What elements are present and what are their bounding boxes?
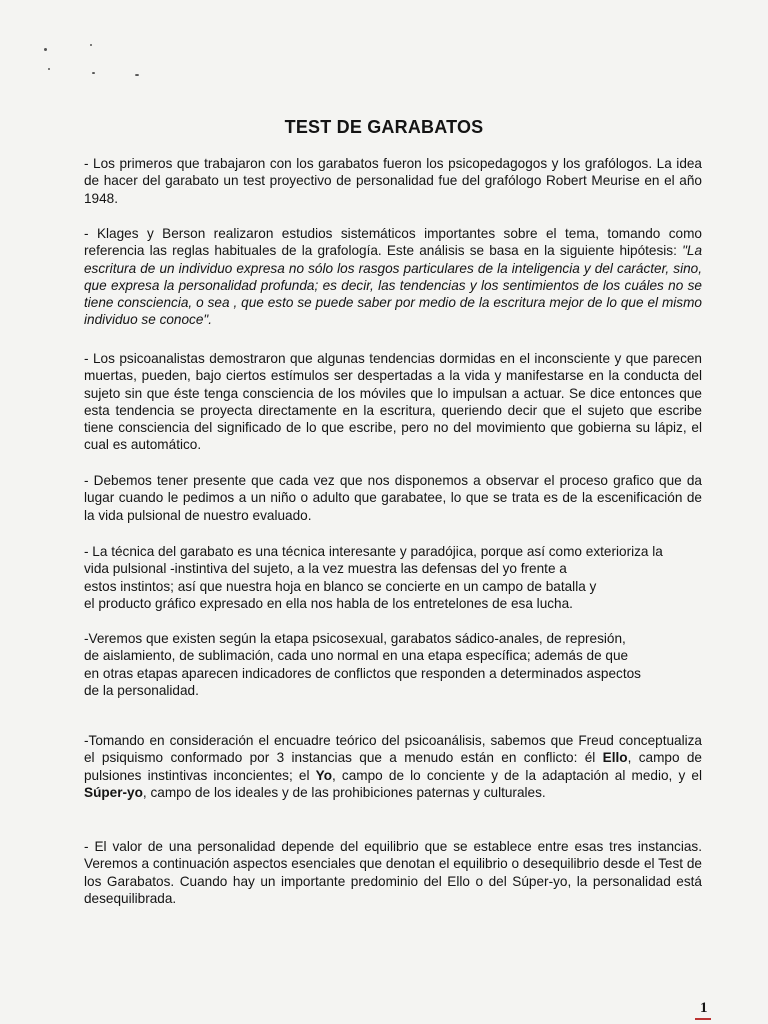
paragraph-7: [84, 732, 702, 801]
paragraph-5-line: - La técnica del garabato es una técnica interesante y paradójica, porque así como exterioriza la: [84, 544, 663, 559]
page-number-underline: [695, 1018, 711, 1020]
superyo-term: Súper-yo: [84, 784, 143, 800]
scan-speck: [90, 44, 92, 46]
paragraph-2: [84, 225, 702, 329]
paragraph-6-line: en otras etapas aparecen indicadores de conflictos que responden a determinados aspectos: [84, 665, 641, 681]
document-title: TEST DE GARABATOS: [284, 117, 484, 137]
paragraph-5-line: el producto gráfico expresado en ella nos habla de los entretelones de esa lucha.: [84, 595, 573, 611]
paragraph-6: [84, 630, 702, 699]
paragraph-6-line: de la personalidad.: [84, 682, 199, 698]
paragraph-5-line: vida pulsional -instintiva del sujeto, a la vez muestra las defensas del yo frente a: [84, 561, 567, 577]
paragraph-2-intro: - Klages y Berson realizaron estudios sistemáticos importantes sobre el tema, tomando como referencia las reglas habituales de la grafología. Este análisis se basa en la siguiente hipótesis:: [84, 226, 702, 259]
paragraph-7-text: , campo de pulsiones instintivas inconcientes; el: [84, 750, 702, 783]
paragraph-7-text: , campo de lo conciente y de la adaptación al medio, y el: [332, 767, 702, 783]
paragraph-8: - El valor de una personalidad depende del equilibrio que se establece entre esas tres instancias. Veremos a continuación aspectos esenciales que denotan el equilibrio o desequilibrio desde el Test de los Garabatos. Cuando hay un importante predominio del Ello o del Súper-yo, la personalidad está desequilibrada.: [84, 839, 702, 906]
yo-term: Yo: [315, 767, 333, 783]
paragraph-5-line: estos instintos; así que nuestra hoja en blanco se concierte en un campo de batalla y: [84, 578, 597, 594]
paragraph-1: - Los primeros que trabajaron con los garabatos fueron los psicopedagogos y los grafólogos. La idea de hacer del garabato un test proyectivo de personalidad fue del grafólogo Robert Meurise en el año 1948.: [84, 156, 702, 206]
paragraph-2-quote: "La escritura de un individuo expresa no sólo los rasgos particulares de la inteligencia y del carácter, sino, que expresa la personalidad profunda; es decir, las tendencias y los sentimientos de los cuáles no se tiene consciencia, o sea , que esto se puede saber por medio de la escritura mejor de lo que el mismo individuo se conoce".: [84, 243, 703, 328]
paragraph-3: - Los psicoanalistas demostraron que algunas tendencias dormidas en el inconsciente y que parecen muertas, pueden, bajo ciertos estímulos ser despertadas a la vida y manifestarse en la conducta del sujeto sin que éste tenga consciencia de los móviles que lo impulsan a actuar. Se dice entonces que esta tendencia se proyecta directamente en la escritura, queriendo decir que el sujeto que escribe tiene consciencia del significado de lo que escribe, pero no del movimiento que gobierna su lápiz, el cual es automático.: [84, 351, 702, 453]
scan-speck: [44, 48, 47, 51]
page-number: 1: [700, 1000, 708, 1016]
scan-speck: [135, 74, 139, 76]
paragraph-4: - Debemos tener presente que cada vez que nos disponemos a observar el proceso grafico que da lugar cuando le pedimos a un niño o adulto que garabatee, lo que se trata es de la escenificación de la vida pulsional de nuestro evaluado.: [84, 473, 702, 523]
scan-speck: [92, 72, 95, 74]
paragraph-5: [84, 543, 702, 612]
paragraph-6-line: de aislamiento, de sublimación, cada uno normal en una etapa específica; además de que: [84, 648, 629, 664]
paragraph-7-text: -Tomando en consideración el encuadre teórico del psicoanálisis, sabemos que Freud conceptualiza el psiquismo conformado por 3 instancias que a menudo están en conflicto: él: [84, 733, 702, 766]
paragraph-6-line: -Veremos que existen según la etapa psicosexual, garabatos sádico-anales, de represión,: [84, 631, 626, 646]
scan-speck: [48, 68, 50, 70]
paragraph-7-text: , campo de los ideales y de las prohibiciones paternas y culturales.: [142, 784, 546, 800]
ello-term: Ello: [602, 750, 628, 766]
